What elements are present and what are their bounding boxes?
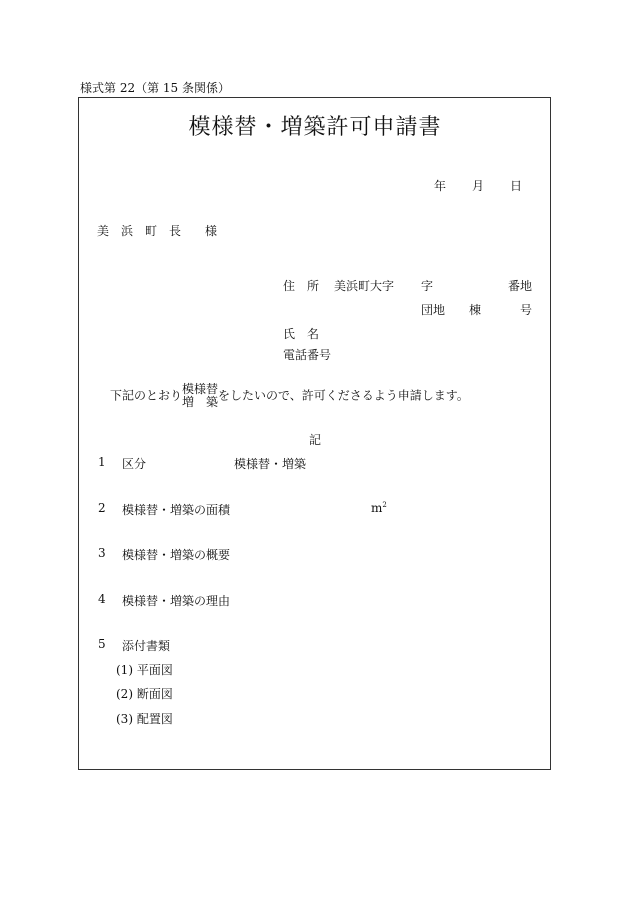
item-3-number: 3 [98,546,106,560]
item-1-value: 模様替・増築 [234,457,307,471]
area-unit [371,501,387,515]
aza-label: 字 [421,279,434,293]
request-option-2: 増 築 [182,395,219,409]
addressee: 美 浜 町 長 様 [97,224,218,238]
item-5-label: 添付書類 [122,639,171,653]
applicant-address-row [0,277,630,293]
ki-heading: 記 [309,433,322,447]
banchi-label: 番地 [508,279,533,293]
name-label: 氏 名 [283,327,320,341]
applicant-danchi-row [0,301,630,317]
request-suffix: をしたいので、許可くださるよう申請します。 [218,388,469,403]
attachment-layout: (3) 配置図 [116,712,173,726]
item-1-label: 区分 [122,457,147,471]
item-2-label: 模様替・増築の面積 [122,503,231,517]
item-2-number: 2 [98,501,106,515]
item-3-label: 模様替・増築の概要 [122,548,231,562]
date-year-label: 年 [434,179,447,193]
item-4-number: 4 [98,592,106,606]
go-label: 号 [520,303,533,317]
item-1-number: 1 [98,455,106,469]
request-prefix: 下記のとおり [110,388,183,403]
request-option-1: 模様替 [182,382,219,396]
date-day-label: 日 [510,179,523,193]
request-sentence [110,383,469,409]
item-5-number: 5 [98,637,106,651]
area-unit-sup: 2 [382,501,387,509]
attachment-plan: (1) 平面図 [116,663,173,677]
date-month-label: 月 [472,179,485,193]
danchi-label: 団地 [421,303,446,317]
item-4-label: 模様替・増築の理由 [122,594,231,608]
form-number: 様式第 22（第 15 条関係） [80,81,230,95]
phone-label: 電話番号 [283,348,332,362]
attachment-section: (2) 断面図 [116,687,173,701]
to-label: 棟 [469,303,482,317]
form-title: 模様替・増築許可申請書 [188,115,442,140]
area-unit-base: m [371,501,383,515]
address-prefix: 美浜町大字 [334,279,395,293]
date-line [0,177,630,193]
request-options [182,383,218,409]
address-label: 住 所 [283,279,320,293]
